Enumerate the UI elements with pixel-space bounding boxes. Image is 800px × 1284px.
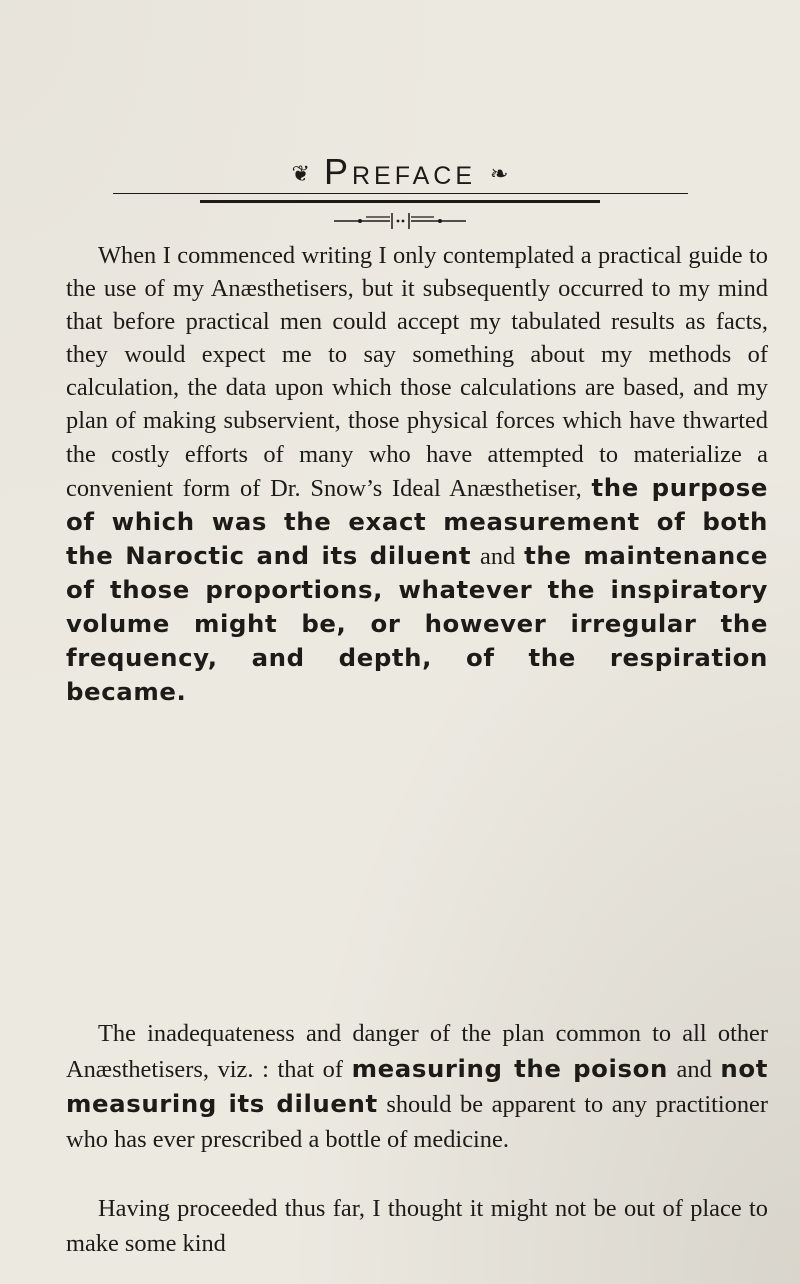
paragraph-2-lead: The inadequateness and danger of the plan common to all other Anæsthetisers, viz. : that of	[66, 1020, 768, 1083]
left-ornament-icon: ❦	[291, 161, 310, 187]
paragraph-1-emphasis-2: the maintenance of those proportions, whatever the inspiratory volume might be, or however irregular the frequency, and depth, of the respiration became.	[66, 540, 768, 707]
paragraph-1	[66, 239, 768, 709]
heading-thick-rule	[200, 200, 600, 203]
paragraph-2-emphasis-1: measuring the poison	[351, 1053, 668, 1083]
paragraph-3	[66, 1192, 768, 1261]
paragraph-2-tail: should be apparent to any practitioner who has ever prescribed a bottle of medicine.	[66, 1091, 768, 1153]
paragraph-3-text: Having proceeded thus far, I thought it might not be out of place to make some kind	[66, 1195, 768, 1257]
paragraph-1-joiner: and	[480, 542, 516, 570]
paragraph-2-emphasis-2: not measuring its diluent	[66, 1053, 768, 1118]
page-title: Preface	[323, 151, 477, 192]
paragraph-1-emphasis-1: the purpose of which was the exact measurement of both the Naroctic and its diluent	[66, 472, 768, 570]
right-ornament-icon: ❧	[490, 161, 509, 187]
paragraph-1-lead: When I commenced writing I only contemplated a practical guide to the use of my Anæsthetisers, but it subsequently occurred to my mind that before practical men could accept my tabulated results as facts, they would expect me to say something about my methods of calculation, the data upon which those calculations are based, and my plan of making subservient, those physical forces which have thwarted the costly efforts of many who have attempted to materialize a convenient form of Dr. Snow’s Ideal Anæsthetiser,	[66, 242, 768, 502]
paragraph-2	[66, 1017, 768, 1157]
preface-heading	[0, 150, 800, 196]
paragraph-2-joiner: and	[676, 1055, 712, 1083]
heading-underline	[113, 193, 688, 194]
decorative-divider-icon	[330, 210, 470, 232]
